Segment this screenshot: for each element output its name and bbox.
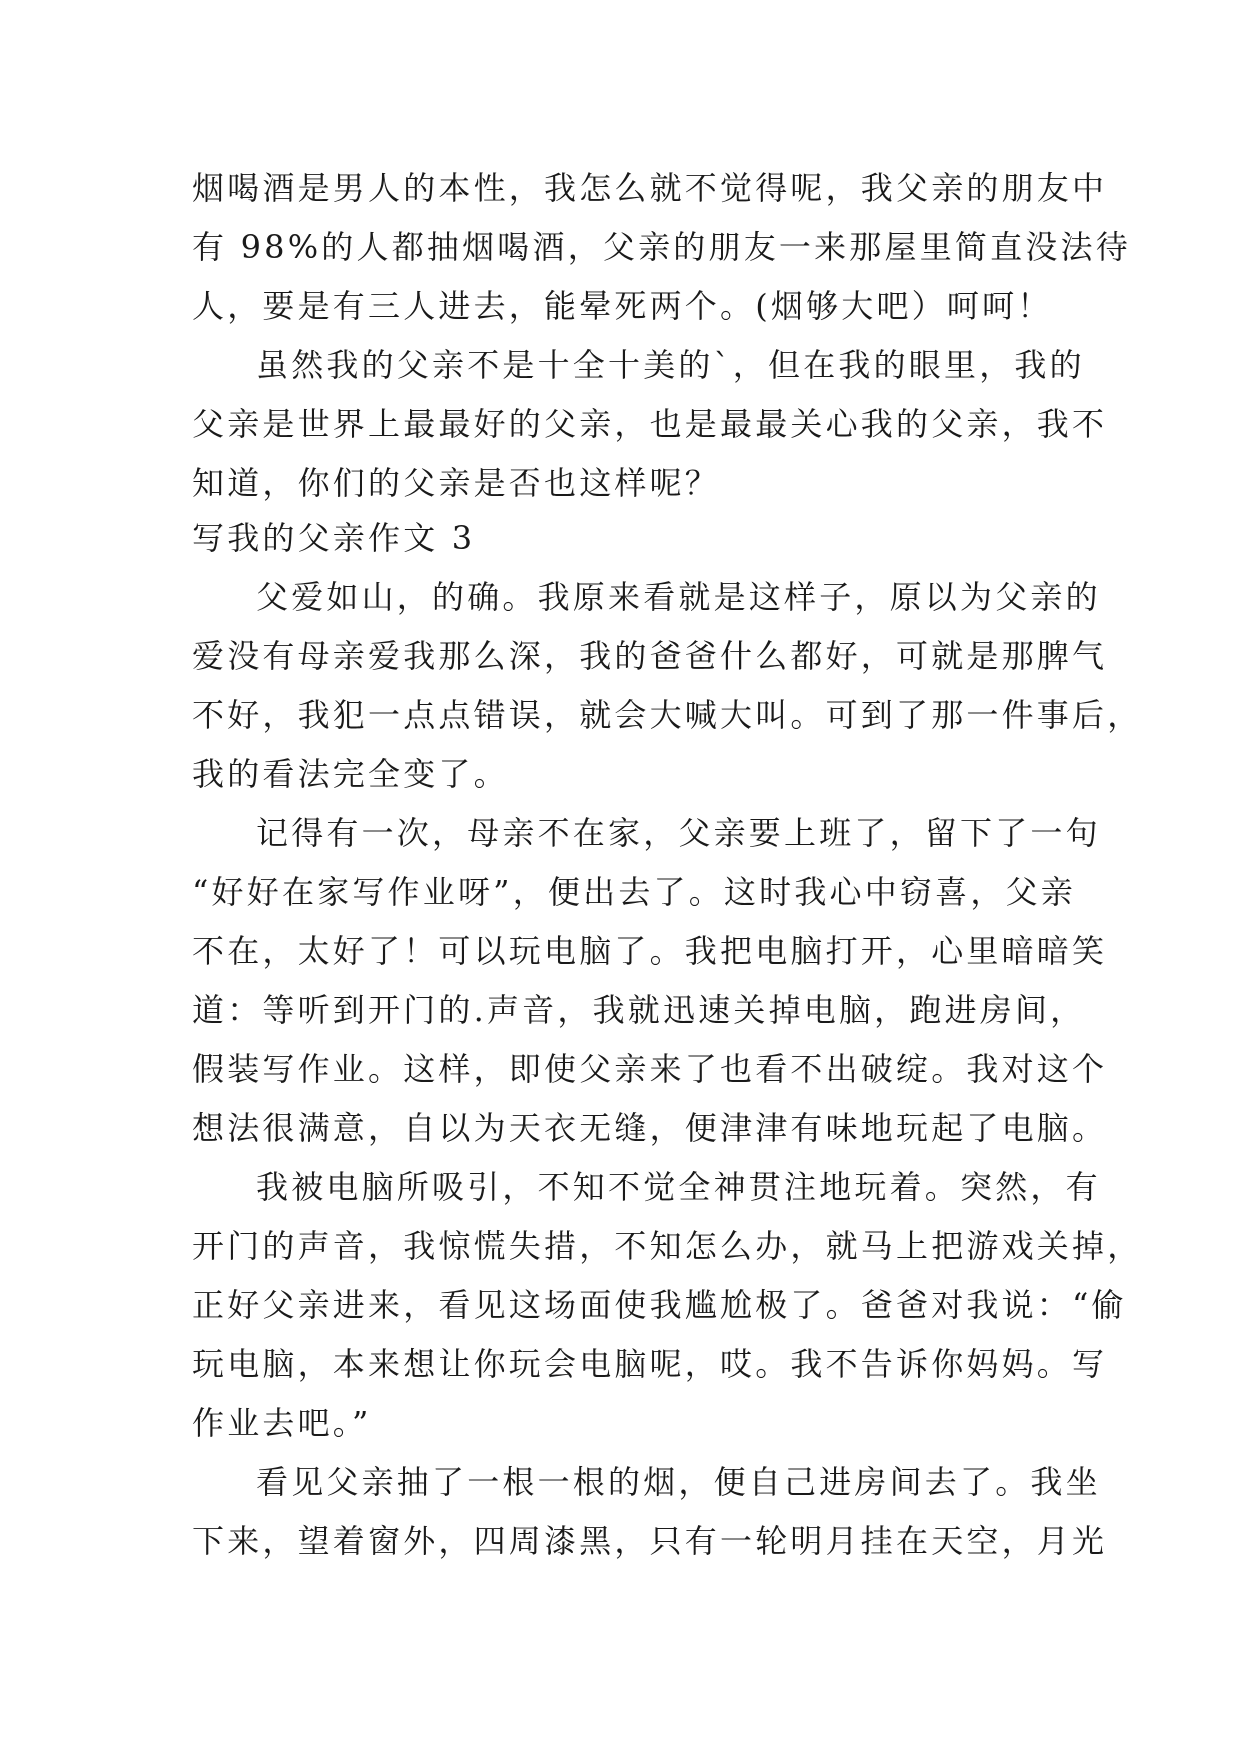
paragraph-line: 人，要是有三人进去，能晕死两个。(烟够大吧）呵呵！ [192, 287, 1053, 325]
paragraph-line: 记得有一次，母亲不在家，父亲要上班了，留下了一句 [256, 814, 1101, 852]
paragraph-line: 虽然我的父亲不是十全十美的`，但在我的眼里，我的 [256, 346, 1085, 384]
paragraph-line: 想法很满意，自以为天衣无缝，便津津有味地玩起了电脑。 [192, 1109, 1108, 1147]
paragraph-line: 我被电脑所吸引，不知不觉全神贯注地玩着。突然，有 [256, 1168, 1101, 1206]
paragraph-line: 不在，太好了！可以玩电脑了。我把电脑打开，心里暗暗笑 [192, 932, 1108, 970]
paragraph-line: 我的看法完全变了。 [192, 755, 509, 793]
paragraph-line: 开门的声音，我惊慌失措，不知怎么办，就马上把游戏关掉， [192, 1227, 1143, 1265]
paragraph-line: 爱没有母亲爱我那么深，我的爸爸什么都好，可就是那脾气 [192, 637, 1108, 675]
paragraph-line: 看见父亲抽了一根一根的烟，便自己进房间去了。我坐 [256, 1463, 1101, 1501]
paragraph-line: 知道，你们的父亲是否也这样呢？ [192, 464, 721, 502]
paragraph-line: “好好在家写作业呀”，便出去了。这时我心中窃喜，父亲 [192, 873, 1076, 911]
paragraph-line: 正好父亲进来，看见这场面使我尴尬极了。爸爸对我说：“偷 [192, 1286, 1127, 1324]
paragraph-line: 玩电脑，本来想让你玩会电脑呢，哎。我不告诉你妈妈。写 [192, 1345, 1108, 1383]
paragraph-line: 有 98%的人都抽烟喝酒，父亲的朋友一来那屋里简直没法待 [192, 228, 1131, 266]
paragraph-line: 父亲是世界上最最好的父亲，也是最最关心我的父亲，我不 [192, 405, 1108, 443]
paragraph-line: 父爱如山，的确。我原来看就是这样子，原以为父亲的 [256, 578, 1101, 616]
section-heading: 写我的父亲作文 3 [192, 519, 476, 557]
paragraph-line: 假装写作业。这样，即使父亲来了也看不出破绽。我对这个 [192, 1050, 1108, 1088]
paragraph-line: 道：等听到开门的.声音，我就迅速关掉电脑，跑进房间， [192, 991, 1086, 1029]
paragraph-line: 烟喝酒是男人的本性，我怎么就不觉得呢，我父亲的朋友中 [192, 169, 1108, 207]
paragraph-line: 不好，我犯一点点错误，就会大喊大叫。可到了那一件事后， [192, 696, 1143, 734]
paragraph-line: 下来，望着窗外，四周漆黑，只有一轮明月挂在天空，月光 [192, 1522, 1108, 1560]
paragraph-line: 作业去吧。” [192, 1404, 372, 1442]
